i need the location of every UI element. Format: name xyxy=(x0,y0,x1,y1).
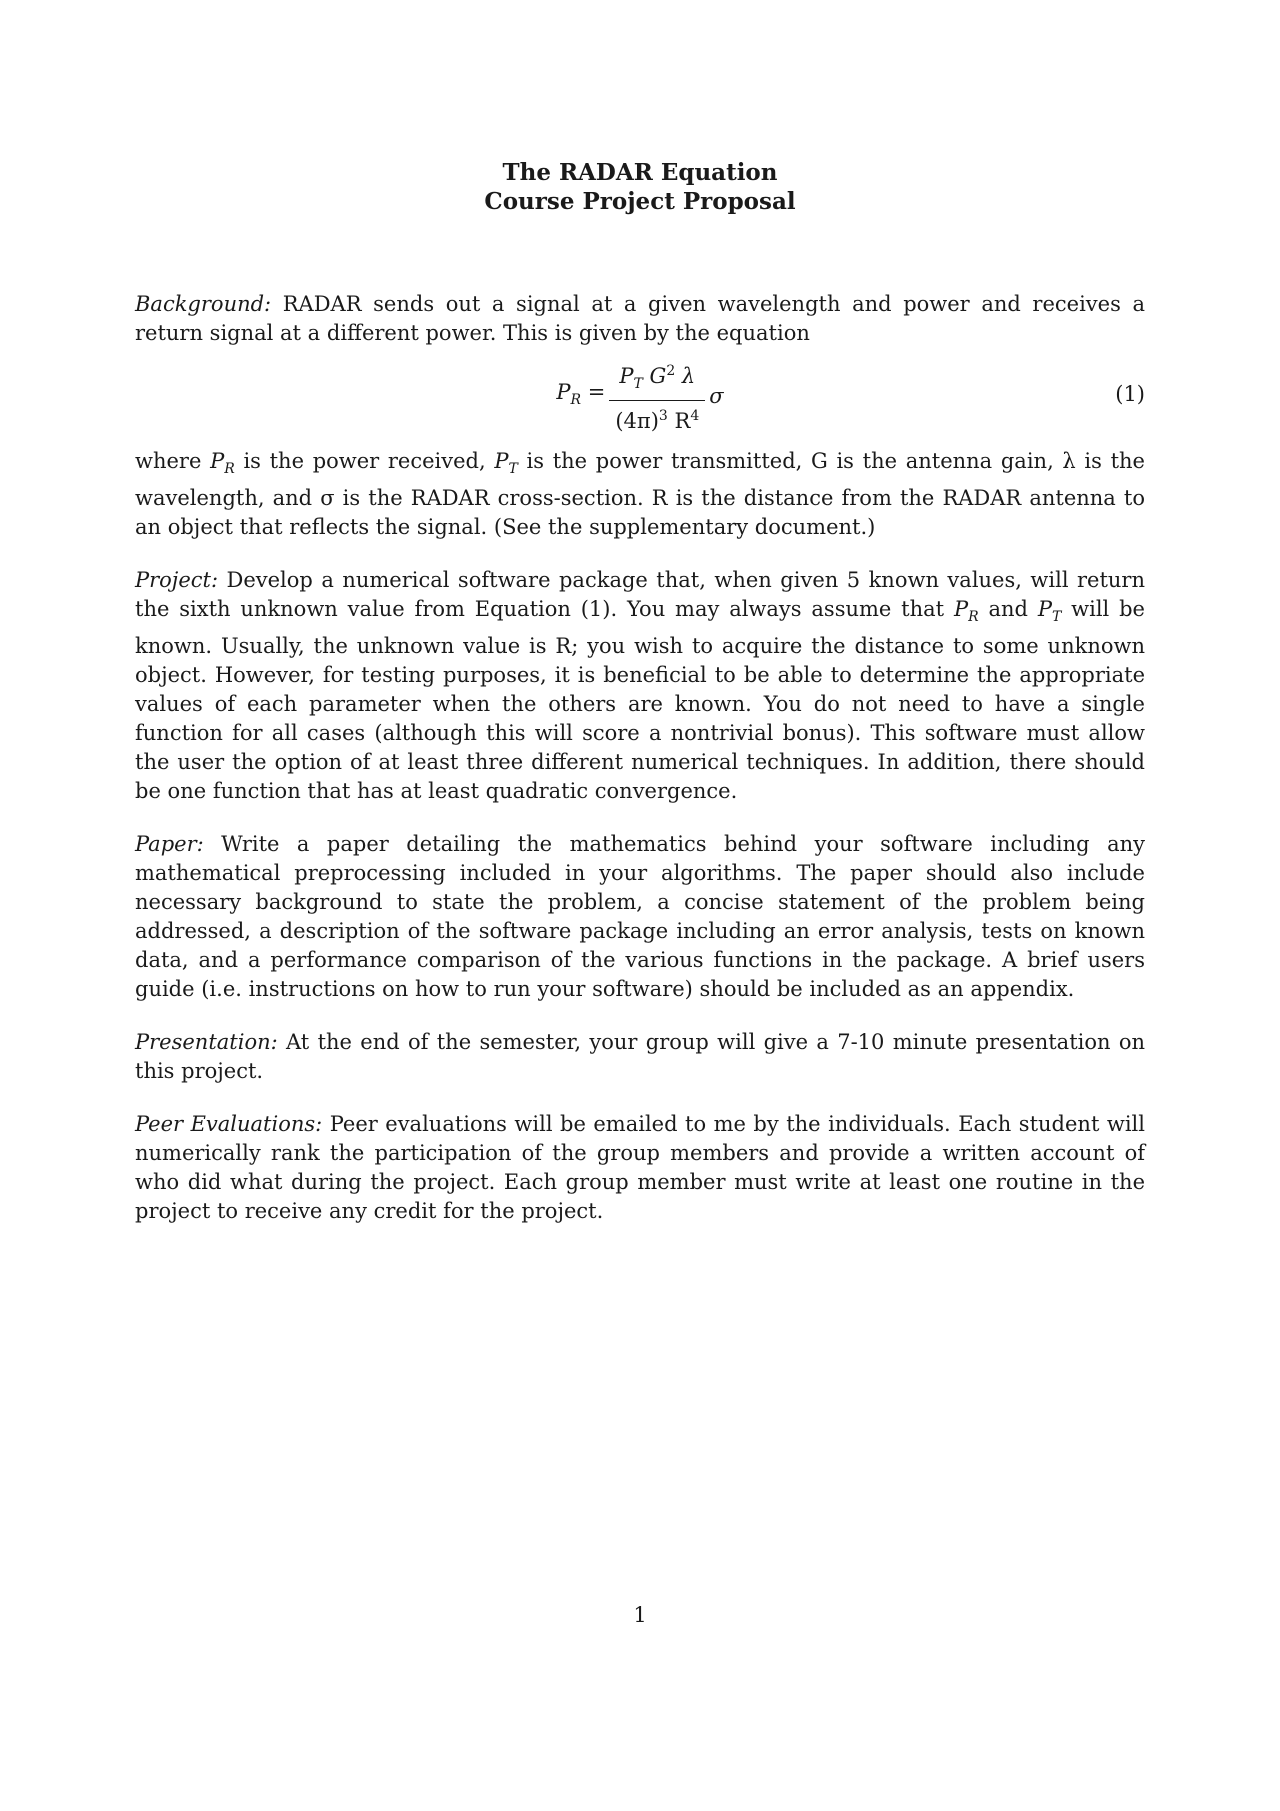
equation-lhs: $P_R$ = xyxy=(556,380,606,409)
equation-fraction xyxy=(609,358,705,435)
page-number: 1 xyxy=(633,1603,647,1627)
equation-sigma: σ xyxy=(709,384,724,409)
document-subtitle: Course Project Proposal xyxy=(484,188,796,215)
background-continuation: where $P_R$ is the power received, $P_T$ is the power transmitted, G is the antenna gain, λ is the wavelength, and σ is the RADAR cross-section. R is the distance from the RADAR antenna to an object that reflects the signal. (See the supplementary document.) xyxy=(135,449,1145,540)
paper-label: Paper: xyxy=(135,832,204,857)
document-title: The RADAR Equation xyxy=(502,159,778,186)
peer-evaluations-text: Peer evaluations will be emailed to me by the individuals. Each student will numerically rank the participation of the group members and provide a written account of who did what during the project. Each group member must write at least one routine in the project to receive any credit for the project. xyxy=(135,1112,1145,1224)
equation-denominator: $(4\pi)^3$ $R^4$ xyxy=(609,400,705,435)
equation-number: (1) xyxy=(1115,382,1145,406)
equation-row xyxy=(135,358,1145,434)
paper-paragraph xyxy=(135,830,1145,1004)
document-body xyxy=(135,290,1145,1250)
project-paragraph xyxy=(135,566,1145,806)
paper-text: Write a paper detailing the mathematics behind your software including any mathematical preprocessing included in your algorithms. The paper should also include necessary background to state the problem, a concise statement of the problem being addressed, a description of the software package including an error analysis, tests on known data, and a performance comparison of the various functions in the package. A brief users guide (i.e. instructions on how to run your software) should be included as an appendix. xyxy=(135,832,1145,1002)
background-text: RADAR sends out a signal at a given wavelength and power and receives a return signal at a different power. This is given by the equation xyxy=(135,292,1145,345)
radar-equation xyxy=(135,358,1145,435)
title-block xyxy=(0,158,1280,216)
presentation-label: Presentation: xyxy=(135,1030,278,1055)
peer-evaluations-paragraph xyxy=(135,1110,1145,1226)
project-label: Project: xyxy=(135,568,219,593)
presentation-paragraph xyxy=(135,1028,1145,1086)
equation-numerator: $P_T$ $G^2$ λ xyxy=(619,363,696,393)
background-paragraph xyxy=(135,290,1145,348)
peer-evaluations-label: Peer Evaluations: xyxy=(135,1112,323,1137)
project-text: Develop a numerical software package that, when given 5 known values, will return the sixth unknown value from Equation (1). You may always assume that $P_R$ and $P_T$ will be known. Usually, the unknown value is R; you wish to acquire the distance to some unknown object. However, for testing purposes, it is beneficial to be able to determine the appropriate values of each parameter when the others are known. You do not need to have a single function for all cases (although this will score a nontrivial bonus). This software must allow the user the option of at least three different numerical techniques. In addition, there should be one function that has at least quadratic convergence. xyxy=(135,568,1145,804)
background-label: Background: xyxy=(135,292,272,316)
presentation-text: At the end of the semester, your group will give a 7-10 minute presentation on this project. xyxy=(135,1030,1145,1084)
